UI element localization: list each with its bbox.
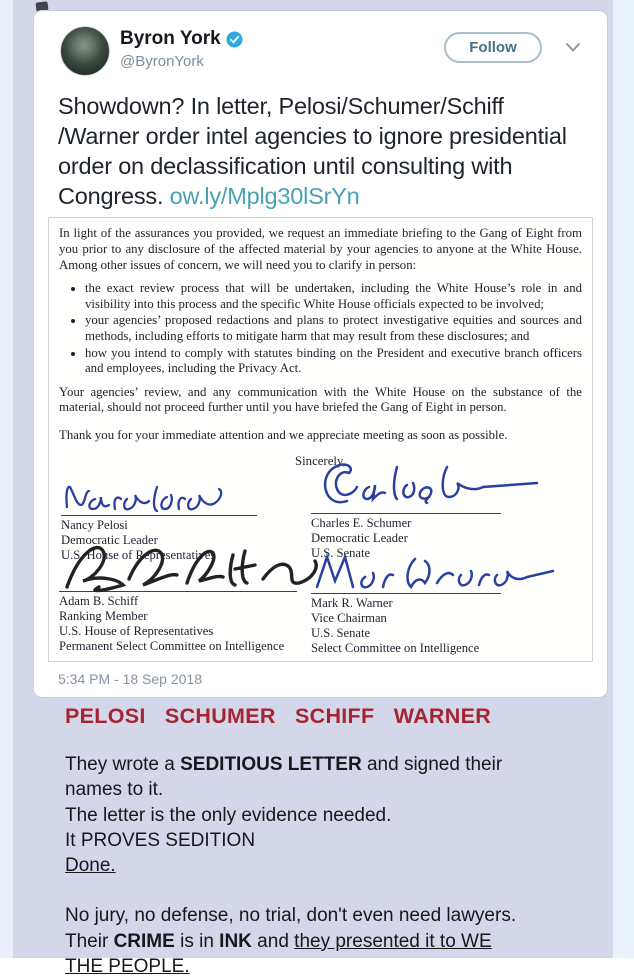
letter-paragraph: Thank you for your immediate attention and we appreciate meeting as soon as possible.	[59, 428, 508, 443]
tweet-link[interactable]: ow.ly/Mplg30lSrYn	[169, 183, 360, 210]
tweet-text	[58, 91, 583, 211]
letter-bullet: • the exact review process that will be undertaken, including the White House’s role in and visibility into this process and the specific White House officials expected to be involved;	[85, 281, 582, 312]
text-line: names to it.	[65, 779, 164, 801]
tweet-text-body: Showdown? In letter, Pelosi/Schumer/Schiff /Warner order intel agencies to ignore presidential order on declassification until consulting with Congress.	[58, 93, 567, 210]
signer-org: U.S. House of Representatives	[59, 623, 214, 638]
signer-org: U.S. House of Representatives	[61, 547, 216, 562]
letter-bullet-list	[69, 281, 582, 377]
charles-schumer-signature	[311, 457, 546, 513]
commentary-block-2	[65, 903, 570, 979]
signer-org: U.S. Senate	[311, 625, 371, 640]
tweet-timestamp: 5:34 PM - 18 Sep 2018	[58, 671, 202, 688]
signer-org2: Permanent Select Committee on Intelligence	[59, 638, 285, 653]
letter-closing: Sincerely,	[295, 453, 346, 468]
letter-bullet: • how you intend to comply with statutes binding on the President and executive branch officers and employees, including the Privacy Act.	[85, 346, 582, 377]
signer-title: Democratic Leader	[61, 533, 158, 548]
letter-paragraph: In light of the assurances you provided, we request an immediate briefing to the Gang of Eight from you prior to any disclosure of the affected material by your agencies to anyone at the White House. Among other issues of concern, we will need you to clarify in person:	[59, 226, 582, 272]
signature-line	[311, 513, 501, 514]
signer-schiff	[59, 539, 324, 653]
signer-title: Vice Chairman	[311, 611, 387, 626]
signer-org2: Select Committee on Intelligence	[311, 640, 480, 655]
right-edge-band	[613, 0, 634, 958]
signature-line	[61, 515, 257, 516]
commentary-heading: PELOSI SCHUMER SCHIFF WARNER	[65, 704, 492, 728]
verified-badge-icon	[226, 31, 243, 48]
signer-name: Mark R. Warner	[311, 596, 393, 611]
follow-button[interactable]: Follow	[444, 32, 542, 63]
text-line: It PROVES SEDITION	[65, 829, 256, 851]
author-handle[interactable]: @ByronYork	[120, 53, 204, 70]
adam-schiff-signature	[59, 539, 324, 595]
signer-org: U.S. Senate	[311, 545, 371, 560]
text-line: Their CRIME is in INK and they presented it to WE	[65, 930, 492, 952]
signature-block	[59, 469, 582, 669]
nancy-pelosi-signature	[61, 475, 241, 515]
left-edge-band	[0, 0, 13, 958]
avatar[interactable]	[60, 26, 110, 76]
signer-title: Democratic Leader	[311, 531, 408, 546]
signer-name: Nancy Pelosi	[61, 518, 128, 533]
commentary-block-1	[65, 752, 570, 878]
letter-paragraph: Your agencies’ review, and any communication with the White House on the substance of the material, should not proceed further until you have briefed the Gang of Eight in person.	[59, 384, 582, 415]
chevron-down-icon[interactable]	[565, 42, 581, 53]
text-line: THE PEOPLE.	[65, 955, 190, 977]
text-line: Done.	[65, 855, 116, 877]
commentary-section	[65, 704, 570, 979]
text-line: They wrote a SEDITIOUS LETTER and signed their	[65, 754, 503, 775]
text-line: No jury, no defense, no trial, don't even need lawyers.	[65, 905, 517, 927]
signer-name: Charles E. Schumer	[311, 516, 412, 531]
signature-line	[311, 593, 501, 594]
signer-warner	[311, 549, 561, 655]
letter-bullet: • your agencies’ proposed redactions and plans to protect investigative equities and sources and methods, including efforts to mitigate harm that may result from these disclosures; and	[85, 313, 582, 344]
signer-schumer	[311, 457, 546, 561]
signer-title: Ranking Member	[59, 609, 148, 624]
mark-warner-signature	[311, 549, 561, 593]
letter-image[interactable]	[48, 217, 593, 662]
signer-name: Adam B. Schiff	[59, 594, 139, 609]
text-line: The letter is the only evidence needed.	[65, 804, 392, 826]
author-name[interactable]: Byron York	[120, 28, 221, 49]
tweet-header	[34, 11, 607, 83]
tweet-card	[33, 10, 608, 698]
